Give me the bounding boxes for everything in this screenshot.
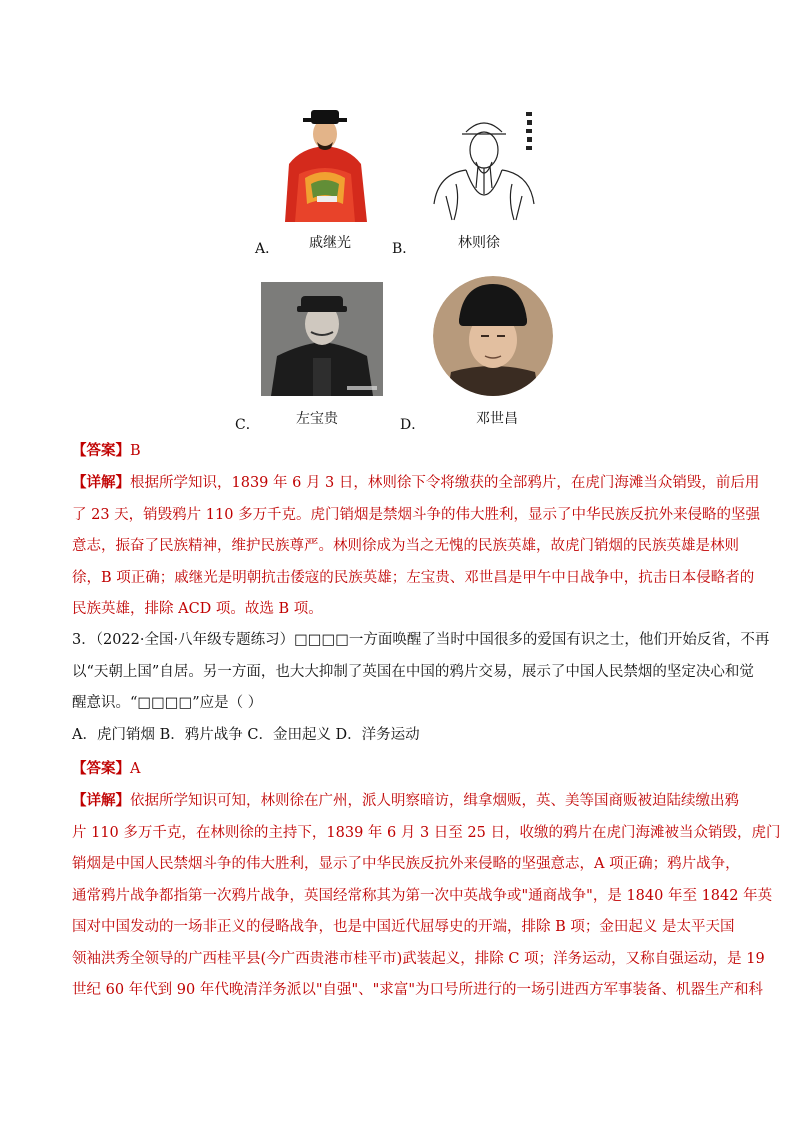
q3-detail-line: 领袖洪秀全领导的广西桂平县(今广西贵港市桂平市)武装起义，排除 C 项；洋务运动，又称自强运动，是 19	[72, 950, 765, 967]
q2-detail-line: 徐，B 项正确；戚继光是明朝抗击倭寇的民族英雄；左宝贵、邓世昌是甲午中日战争中，抗击日本侵略者的	[72, 569, 755, 586]
q3-detail-line: 通常鸦片战争都指第一次鸦片战争，英国经常称其为第一次中英战争或"通商战争"，是 1840 年至 1842 年英	[72, 887, 773, 904]
q3-detail-tag: 【详解】	[72, 792, 130, 809]
q2-detail-tag: 【详解】	[72, 474, 130, 491]
caption-a: 戚继光	[309, 235, 351, 251]
portrait-deng-shichang	[433, 276, 553, 396]
q3-options: A．虎门销烟 B．鸦片战争 C．金田起义 D．洋务运动	[72, 726, 420, 743]
q3-stem	[72, 625, 770, 751]
option-letter-a: A．	[255, 241, 280, 257]
caption-d: 邓世昌	[476, 411, 518, 427]
q3-answer	[72, 753, 724, 786]
q2-detail	[72, 467, 761, 626]
q3-stem-line: 以“天朝上国”自居。另一方面，也大大抑制了英国在中国的鸦片交易，展示了中国人民禁烟的坚定决心和觉	[72, 663, 754, 680]
q3-detail-line: 世纪 60 年代到 90 年代晚清洋务派以"自强"、"求富"为口号所进行的一场引进西方军事装备、机器生产和科	[72, 982, 764, 998]
q2-detail-line: 了 23 天，销毁鸦片 110 多万千克。虎门销烟是禁烟斗争的伟大胜利，显示了中华民族反抗外来侵略的坚强	[72, 506, 761, 523]
caption-c: 左宝贵	[296, 411, 338, 427]
q3-detail-line: 销烟是中国人民禁烟斗争的伟大胜利，显示了中华民族反抗外来侵略的坚强意志，A 项正确；鸦片战争，	[72, 856, 740, 872]
portrait-zuo-baogui	[261, 282, 383, 396]
option-letter-b: B．	[392, 241, 417, 257]
option-letter-d: D．	[400, 417, 426, 433]
q2-answer	[72, 435, 724, 468]
q3-detail-line: 依据所学知识可知，林则徐在广州，派人明察暗访，缉拿烟贩，英、美等国商贩被迫陆续缴出鸦	[130, 793, 739, 809]
caption-b: 林则徐	[458, 235, 500, 251]
q3-answer-value: A	[130, 761, 141, 777]
q3-answer-tag: 【答案】	[72, 760, 130, 777]
q2-detail-line: 意志，振奋了民族精神，维护民族尊严。林则徐成为当之无愧的民族英雄，故虎门销烟的民族英雄是林则	[72, 538, 739, 554]
q2-answer-value: B	[130, 443, 141, 459]
q3-detail	[72, 785, 781, 1007]
q3-stem-line: 醒意识。“□□□□”应是（ ）	[72, 695, 263, 711]
portrait-lin-zexu	[426, 104, 542, 222]
option-letter-c: C．	[235, 417, 260, 433]
q2-detail-line: 根据所学知识，1839 年 6 月 3 日，林则徐下令将缴获的全部鸦片，在虎门海滩当众销毁，前后用	[130, 475, 760, 491]
portrait-qi-jiguang	[281, 104, 369, 222]
q3-detail-line: 片 110 多万千克，在林则徐的主持下，1839 年 6 月 3 日至 25 日，收缴的鸦片在虎门海滩被当众销毁，虎门	[72, 824, 781, 841]
q3-detail-line: 国对中国发动的一场非正义的侵略战争，也是中国近代屈辱史的开端，排除 B 项；金田起义 是太平天国	[72, 919, 735, 935]
q2-answer-tag: 【答案】	[72, 442, 130, 459]
q3-stem-line: 3．（2022·全国·八年级专题练习）□□□□一方面唤醒了当时中国很多的爱国有识之士，他们开始反省，不再	[72, 632, 770, 648]
q2-detail-line: 民族英雄，排除 ACD 项。故选 B 项。	[72, 601, 323, 617]
